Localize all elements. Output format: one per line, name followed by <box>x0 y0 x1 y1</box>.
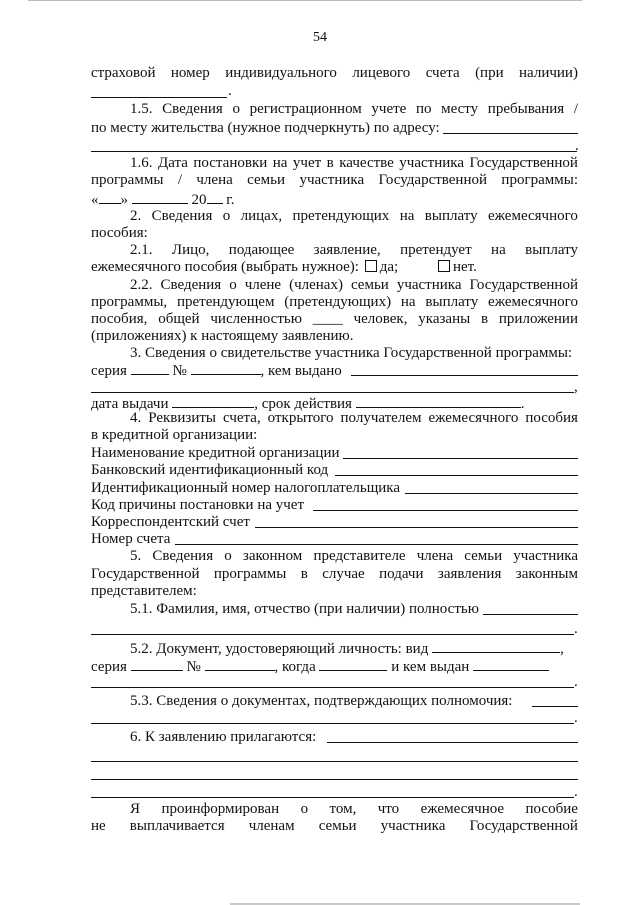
word: 2.2. <box>130 277 153 293</box>
s2-2-line4: (приложениях) к настоящему заявлению. <box>91 328 354 344</box>
word: программы, <box>91 294 168 310</box>
period-mark: . <box>575 138 579 154</box>
word: (при <box>475 65 504 81</box>
id-issue-date-field[interactable] <box>319 657 387 671</box>
word: о <box>222 208 231 224</box>
word: участника <box>380 818 446 834</box>
s4-line1 <box>130 410 578 427</box>
scan-edge-top <box>28 0 582 1</box>
word: (претендующих) <box>284 294 392 310</box>
word: Государственной <box>469 277 578 293</box>
word: участника <box>513 548 578 564</box>
account-number-label: Номер счета <box>91 531 171 547</box>
s2-line2: пособия: <box>91 225 148 241</box>
s2-1-line1 <box>130 242 578 259</box>
word: претендует <box>400 242 472 258</box>
s1-5-line1 <box>130 101 578 118</box>
word: Государственной <box>378 172 488 188</box>
word: семьи <box>464 548 503 564</box>
number-sign: № <box>186 659 201 675</box>
s2-2-line1 <box>130 277 578 294</box>
word: на <box>272 155 288 171</box>
year-suffix: г. <box>226 192 235 208</box>
word: качестве <box>339 155 394 171</box>
yes-checkbox[interactable] <box>365 260 377 272</box>
word: Дата <box>157 155 188 171</box>
word: о <box>232 101 240 117</box>
word: подающее <box>228 242 295 258</box>
s5-line2 <box>91 566 578 583</box>
footer-line2 <box>91 818 578 835</box>
id-number-field[interactable] <box>205 657 275 671</box>
word: заявления <box>437 566 502 582</box>
word: участника <box>399 155 464 171</box>
kpp-field[interactable] <box>313 510 578 511</box>
word: Реквизиты <box>148 410 217 426</box>
word: участника <box>396 277 462 293</box>
kpp-label: Код причины постановки на учет <box>91 497 305 513</box>
certificate-issuer-field[interactable] <box>351 375 578 376</box>
word: не <box>91 818 106 834</box>
word: Сведения <box>152 548 214 564</box>
word: учете <box>371 101 407 117</box>
word: регистрационном <box>249 101 362 117</box>
certificate-series-field[interactable] <box>131 361 169 375</box>
period-mark: . <box>574 621 578 637</box>
word: заявление, <box>313 242 381 258</box>
registration-date-line <box>91 190 234 209</box>
word: по <box>415 101 432 117</box>
word: Я <box>130 801 141 817</box>
word: Сведения <box>162 101 223 117</box>
word: в <box>326 155 334 171</box>
bank-name-label: Наименование кредитной организации <box>91 445 340 461</box>
word: случае <box>322 566 365 582</box>
certificate-line <box>91 361 342 380</box>
id-document-label: 5.2. Документ, удостоверяющий личность: вид <box>130 641 429 657</box>
word: программы <box>213 566 287 582</box>
authority-docs-label: 5.3. Сведения о документах, подтверждающих полномочия: <box>130 693 513 709</box>
word: индивидуального <box>225 65 337 81</box>
choice-label: ежемесячного пособия (выбрать нужное): <box>91 259 359 275</box>
certificate-issue-date-field[interactable] <box>172 394 254 408</box>
word: в <box>300 566 308 582</box>
word: Государственной <box>469 155 578 171</box>
s5-3-label <box>130 693 512 710</box>
word: участника <box>299 172 365 188</box>
s5-line3: представителем: <box>91 583 197 599</box>
s6-label: 6. К заявлению прилагаются: <box>130 729 317 745</box>
period-mark: . <box>520 396 525 412</box>
word: ежемесячное <box>420 801 505 817</box>
period-mark: . <box>574 784 578 800</box>
number-sign: № <box>172 363 187 379</box>
id-issuer-field-continued[interactable] <box>91 687 574 688</box>
family-count-field[interactable]: ____ <box>312 311 343 327</box>
id-series-field[interactable] <box>131 657 183 671</box>
word: том, <box>329 801 357 817</box>
bank-name-field[interactable] <box>343 458 578 459</box>
word: выплату <box>525 242 578 258</box>
word: открытого <box>267 410 334 426</box>
word: членам <box>248 818 295 834</box>
word: получателем <box>340 410 422 426</box>
word: законным <box>515 566 578 582</box>
attachments-field[interactable] <box>327 742 578 743</box>
word: о <box>300 801 309 817</box>
word: общей <box>158 311 200 327</box>
word: лицевого <box>352 65 411 81</box>
month-field[interactable] <box>132 190 188 204</box>
address-label: по месту жительства (нужное подчеркнуть) по адресу: <box>91 120 440 136</box>
word: 1.5. <box>130 101 153 117</box>
word: претендующем <box>176 294 275 310</box>
quote-open: « <box>91 192 99 208</box>
word: счета, <box>222 410 261 426</box>
series-label: серия <box>91 363 127 379</box>
s2-2-line2 <box>91 294 578 311</box>
period-mark: . <box>574 710 578 726</box>
word: / <box>177 172 182 188</box>
s3-line1: 3. Сведения о свидетельстве участника Государственной программы: <box>130 345 573 361</box>
certificate-issuer-field-continued[interactable] <box>91 392 574 393</box>
issued-by-label: , кем выдано <box>260 363 342 379</box>
intro-line <box>91 65 578 82</box>
bic-field[interactable] <box>335 475 578 476</box>
footer-line1 <box>130 801 578 818</box>
address-field-continued[interactable] <box>91 151 577 152</box>
word: счета <box>425 65 460 81</box>
no-option <box>436 259 477 276</box>
year-field[interactable] <box>207 190 223 204</box>
s5-line1 <box>130 548 578 565</box>
id-document-details-line <box>91 657 549 676</box>
s4-line2: в кредитной организации: <box>91 427 258 443</box>
word: страховой <box>91 65 156 81</box>
representative-name-field[interactable] <box>483 614 578 615</box>
word: Государственной <box>91 566 200 582</box>
word: ежемесячного <box>488 294 578 310</box>
word: Сведения <box>151 208 213 224</box>
series-label: серия <box>91 659 127 675</box>
id-document-type-field[interactable] <box>432 639 560 653</box>
attachments-field-line2[interactable] <box>91 761 578 762</box>
word: номер <box>170 65 210 81</box>
word: на <box>399 208 415 224</box>
period-mark: . <box>574 674 578 690</box>
comma-mark: , <box>560 641 564 657</box>
word: приложении <box>498 311 578 327</box>
attachments-field-line4[interactable] <box>91 797 574 798</box>
corr-account-label: Корреспондентский счет <box>91 514 250 530</box>
comma-mark: , <box>574 379 578 395</box>
id-issuer-field[interactable] <box>473 657 549 671</box>
word: лицах, <box>240 208 283 224</box>
word: на <box>400 294 416 310</box>
word: на <box>491 242 506 258</box>
address-field[interactable] <box>443 133 578 134</box>
word: выплачивается <box>129 818 225 834</box>
word: пребывания <box>487 101 565 117</box>
word: выплату <box>425 294 479 310</box>
word: постановки <box>193 155 268 171</box>
word: (членах) <box>289 277 343 293</box>
word: представителе <box>313 548 406 564</box>
s1-6-line1 <box>130 155 578 172</box>
s1-6-line2 <box>91 172 578 189</box>
quote-close: » <box>120 192 128 208</box>
word: Государственной <box>469 818 578 834</box>
word: в <box>481 311 489 327</box>
authority-docs-field[interactable] <box>532 706 578 707</box>
word: пособия <box>525 410 578 426</box>
inn-label: Идентификационный номер налогоплательщика <box>91 480 401 496</box>
word: законном <box>242 548 303 564</box>
representative-name-field-continued[interactable] <box>91 634 574 635</box>
period-mark: . <box>228 83 232 99</box>
word: человек, <box>353 311 408 327</box>
s2-1-line2 <box>91 259 398 276</box>
inn-field[interactable] <box>405 493 578 494</box>
word: 4. <box>130 410 142 426</box>
word: пособия, <box>91 311 148 327</box>
no-label: нет. <box>453 259 477 275</box>
word: 5. <box>130 548 142 564</box>
year-prefix: 20 <box>191 192 207 208</box>
certificate-validity-field[interactable] <box>356 394 521 408</box>
corr-account-field[interactable] <box>255 527 578 528</box>
word: учет <box>292 155 322 171</box>
word: / <box>573 101 578 117</box>
word: подачи <box>379 566 424 582</box>
yes-label: да; <box>379 259 399 275</box>
account-number-field[interactable] <box>175 544 578 545</box>
word: пособие <box>525 801 578 817</box>
word: численностью <box>210 311 302 327</box>
word: Сведения <box>160 277 222 293</box>
word: семьи <box>247 172 286 188</box>
word: 2.1. <box>130 242 153 258</box>
s2-line1 <box>130 208 578 225</box>
word: о <box>224 548 232 564</box>
s5-2-label <box>130 639 564 658</box>
bic-label: Банковский идентификационный код <box>91 462 329 478</box>
word: Лицо, <box>171 242 210 258</box>
word: члена <box>416 548 454 564</box>
s1-5-line2 <box>91 120 440 137</box>
word: члена <box>196 172 233 188</box>
when-label: , когда <box>274 659 316 675</box>
word: семьи <box>350 277 389 293</box>
insurance-number-field[interactable] <box>91 97 227 98</box>
word: члене <box>244 277 282 293</box>
s5-1-label: 5.1. Фамилия, имя, отчество (при наличии) полностью <box>130 601 479 617</box>
word: семьи <box>318 818 357 834</box>
word: программы: <box>501 172 578 188</box>
word: 2. <box>130 208 142 224</box>
word: месту <box>441 101 479 117</box>
word: ежемесячного <box>487 208 578 224</box>
word: выплату <box>424 208 478 224</box>
issue-date-label: дата выдачи <box>91 396 169 412</box>
authority-docs-field-continued[interactable] <box>91 723 574 724</box>
word: о <box>229 277 237 293</box>
day-field[interactable] <box>99 190 121 204</box>
word: программы <box>91 172 164 188</box>
word: ежемесячного <box>428 410 519 426</box>
word: 1.6. <box>130 155 153 171</box>
word: претендующих <box>292 208 390 224</box>
s2-2-line3 <box>91 311 578 328</box>
certificate-number-field[interactable] <box>191 361 261 375</box>
by-whom-label: и кем выдан <box>391 659 470 675</box>
word: проинформирован <box>161 801 280 817</box>
attachments-field-line3[interactable] <box>91 779 578 780</box>
no-checkbox[interactable] <box>438 260 450 272</box>
page-number: 54 <box>313 30 327 45</box>
word: наличии) <box>519 65 578 81</box>
word: указаны <box>418 311 471 327</box>
validity-label: , срок действия <box>254 396 352 412</box>
word: что <box>377 801 400 817</box>
